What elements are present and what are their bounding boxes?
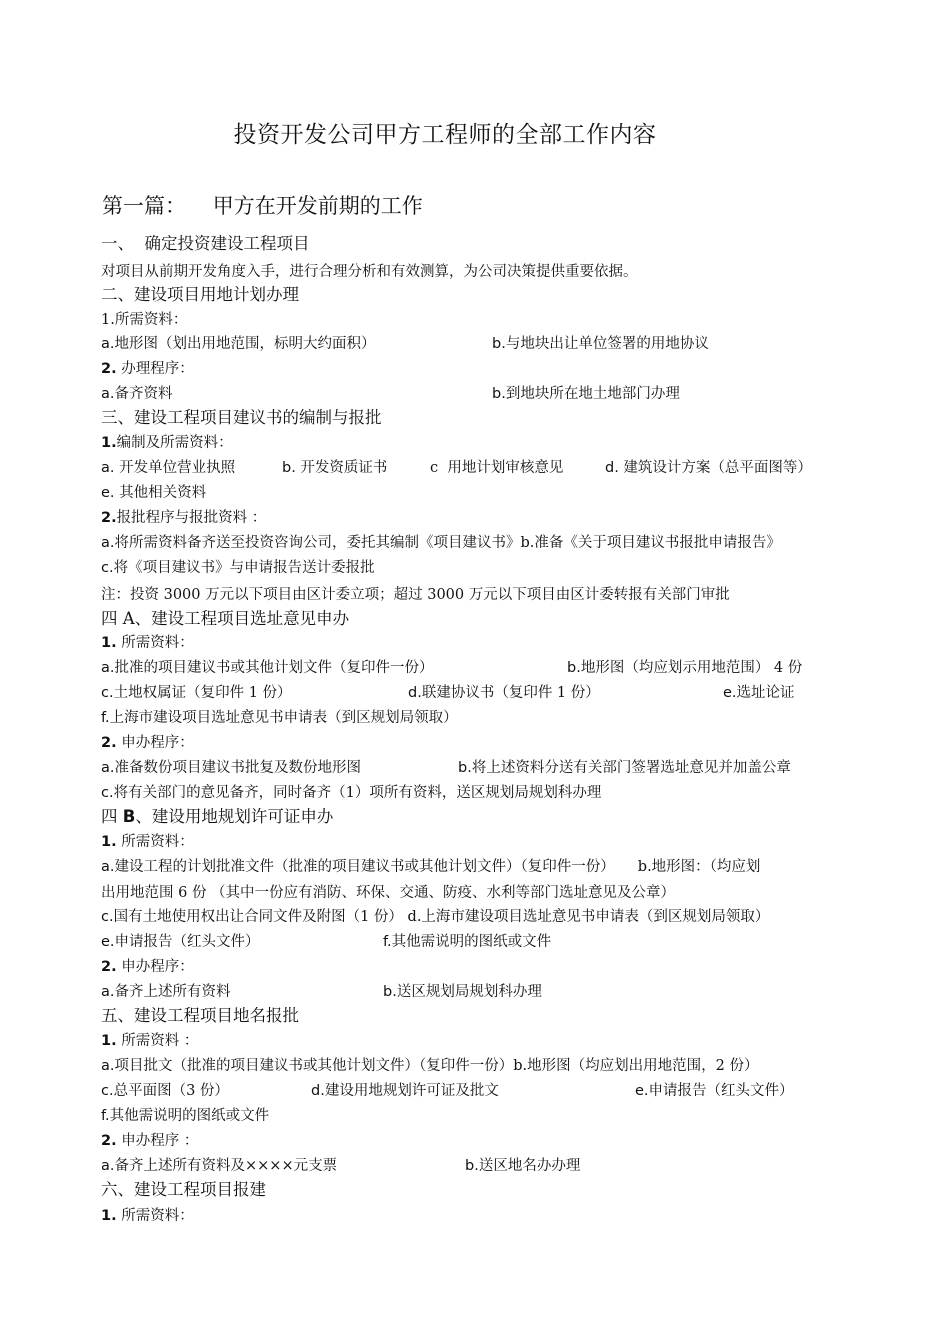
item: c.总平面图（3 份） bbox=[101, 1083, 229, 1099]
section-6-sub-1: 1. 所需资料： bbox=[101, 1208, 194, 1224]
item: a. 开发单位营业执照 bbox=[101, 460, 236, 476]
section-2-sub-2: 2. 办理程序： bbox=[101, 361, 194, 377]
item: b.送区地名办办理 bbox=[465, 1158, 581, 1174]
section-2-sub-1: 1.所需资料： bbox=[101, 312, 188, 328]
section-3-items-2: a.将所需资料备齐送至投资咨询公司，委托其编制《项目建议书》b.准备《关于项目建议书报批申请报告》 bbox=[101, 535, 781, 551]
section-4b-items-3 bbox=[101, 930, 901, 954]
item: b.送区规划局规划科办理 bbox=[383, 984, 542, 1000]
section-5-heading: 五、建设工程项目地名报批 bbox=[101, 1006, 299, 1025]
item: f.其他需说明的图纸或文件 bbox=[383, 934, 552, 950]
section-5-item-f: f.其他需说明的图纸或文件 bbox=[101, 1108, 270, 1124]
section-2-items-2 bbox=[101, 382, 901, 406]
section-3-sub-1: 1.编制及所需资料： bbox=[101, 435, 233, 451]
item: b. 开发资质证书 bbox=[282, 460, 388, 476]
section-3-items-1 bbox=[101, 456, 901, 480]
item: a.备齐上述所有资料 bbox=[101, 984, 231, 1000]
section-4a-item-f: f.上海市建设项目选址意见书申请表（到区规划局领取） bbox=[101, 710, 458, 726]
item: a.地形图（划出用地范围，标明大约面积） bbox=[101, 336, 376, 352]
bold-letter: B bbox=[122, 807, 136, 826]
section-5-sub-1: 1. 所需资料 ： bbox=[101, 1033, 199, 1049]
section-4a-sub-2: 2. 申办程序： bbox=[101, 735, 194, 751]
section-5-items-2 bbox=[101, 1079, 901, 1103]
section-5-items-3 bbox=[101, 1154, 901, 1178]
item: a.准备数份项目建议书批复及数份地形图 bbox=[101, 760, 361, 776]
section-3-sub-2: 2.报批程序与报批资料 ： bbox=[101, 510, 267, 526]
section-3-item-c: c.将《项目建议书》与申请报告送计委报批 bbox=[101, 560, 375, 576]
section-2-items-1 bbox=[101, 332, 901, 356]
section-5-sub-2: 2. 申办程序 ： bbox=[101, 1133, 199, 1149]
item: b.与地块出让单位签署的用地协议 bbox=[492, 336, 709, 352]
item: e.申请报告（红头文件） bbox=[635, 1083, 794, 1099]
item: a.备齐上述所有资料及××××元支票 bbox=[101, 1158, 338, 1174]
item: a.批准的项目建议书或其他计划文件（复印件一份） bbox=[101, 660, 434, 676]
item: b.地形图（均应划示用地范围） 4 份 bbox=[567, 660, 803, 676]
section-4a-items-2 bbox=[101, 681, 901, 705]
part-title: 第一篇： 甲方在开发前期的工作 bbox=[102, 194, 423, 218]
section-4b-items-2: c.国有土地使用权出让合同文件及附图（1 份） d.上海市建设项目选址意见书申请表（到区规划局领取） bbox=[101, 909, 770, 925]
section-3-item-e: e. 其他相关资料 bbox=[101, 485, 207, 501]
section-4b-items-1-cont: 出用地范围 6 份 （其中一份应有消防、环保、交通、防疫、水利等部门选址意见及公章） bbox=[101, 885, 676, 901]
item: b.将上述资料分送有关部门签署选址意见并加盖公章 bbox=[458, 760, 791, 776]
section-5-items-1: a.项目批文（批准的项目建议书或其他计划文件）（复印件一份）b.地形图（均应划出用地范围，2 份） bbox=[101, 1058, 759, 1074]
item: e.申请报告（红头文件） bbox=[101, 934, 260, 950]
section-4a-items-1 bbox=[101, 656, 901, 680]
section-3-heading: 三、建设工程项目建议书的编制与报批 bbox=[101, 408, 382, 427]
section-4b-items-4 bbox=[101, 980, 901, 1004]
section-4b-heading: 四 B、建设用地规划许可证申办 bbox=[101, 807, 334, 826]
item: c 用地计划审核意见 bbox=[430, 460, 564, 476]
section-6-heading: 六、建设工程项目报建 bbox=[101, 1180, 266, 1199]
item: b.到地块所在地土地部门办理 bbox=[492, 386, 680, 402]
section-4a-items-3 bbox=[101, 756, 901, 780]
section-1-heading: 一、 确定投资建设工程项目 bbox=[101, 234, 310, 253]
item: c.土地权属证（复印件 1 份） bbox=[101, 685, 292, 701]
item: d.建设用地规划许可证及批文 bbox=[311, 1083, 499, 1099]
item: d.联建协议书（复印件 1 份） bbox=[408, 685, 600, 701]
section-4a-sub-1: 1. 所需资料： bbox=[101, 635, 194, 651]
item: e.选址论证 bbox=[723, 685, 795, 701]
document-title: 投资开发公司甲方工程师的全部工作内容 bbox=[233, 122, 657, 148]
section-3-note: 注：投资 3000 万元以下项目由区计委立项；超过 3000 万元以下项目由区计委转报有关部门审批 bbox=[101, 587, 730, 603]
item: a.备齐资料 bbox=[101, 386, 173, 402]
section-4b-items-1: a.建设工程的计划批准文件（批准的项目建议书或其他计划文件）（复印件一份） b.地形图：（均应划 bbox=[101, 859, 761, 875]
section-4b-sub-1: 1. 所需资料： bbox=[101, 834, 194, 850]
section-4a-item-c: c.将有关部门的意见备齐，同时备齐（1）项所有资料，送区规划局规划科办理 bbox=[101, 785, 602, 801]
section-2-heading: 二、建设项目用地计划办理 bbox=[101, 285, 299, 304]
section-4a-heading: 四 A、建设工程项目选址意见申办 bbox=[101, 609, 350, 628]
item: d. 建筑设计方案（总平面图等） bbox=[605, 460, 812, 476]
section-1-body: 对项目从前期开发角度入手，进行合理分析和有效测算，为公司决策提供重要依据。 bbox=[101, 264, 638, 280]
section-4b-sub-2: 2. 申办程序： bbox=[101, 959, 194, 975]
